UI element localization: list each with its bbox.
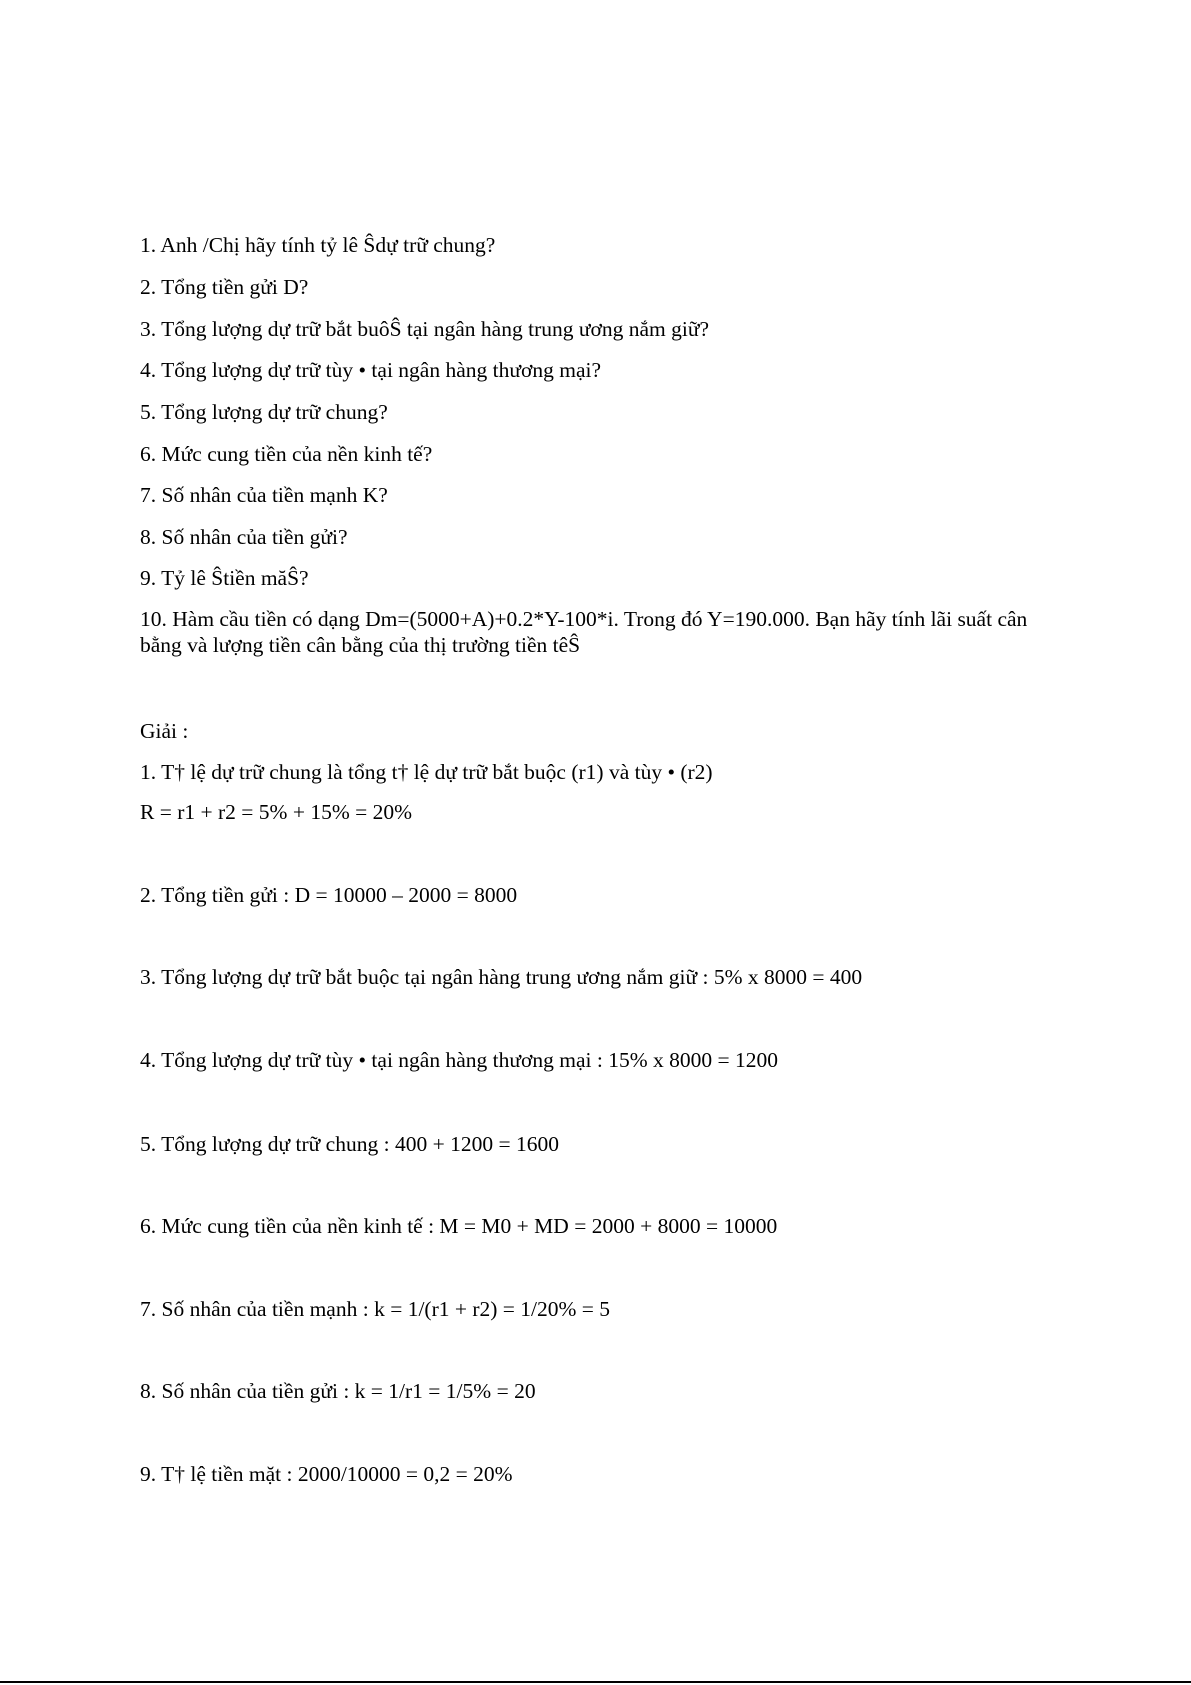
answer-1: 1. T† lệ dự trữ chung là tổng t† lệ dự trữ bắt buộc (r1) và tùy • (r2): [140, 760, 713, 784]
question-6: 6. Mức cung tiền của nền kinh tế?: [140, 442, 433, 466]
answer-1-formula: R = r1 + r2 = 5% + 15% = 20%: [140, 800, 413, 824]
question-3: 3. Tổng lượng dự trữ bắt buôŜ tại ngân hàng trung ương nắm giữ?: [140, 317, 710, 341]
answer-2: 2. Tổng tiền gửi : D = 10000 – 2000 = 8000: [140, 883, 518, 907]
answer-8: 8. Số nhân của tiền gửi : k = 1/r1 = 1/5% = 20: [140, 1379, 536, 1403]
question-2: 2. Tổng tiền gửi D?: [140, 275, 309, 299]
answer-6: 6. Mức cung tiền của nền kinh tế : M = M0 + MD = 2000 + 8000 = 10000: [140, 1214, 778, 1238]
question-8: 8. Số nhân của tiền gửi?: [140, 525, 348, 549]
answer-3: 3. Tổng lượng dự trữ bắt buộc tại ngân hàng trung ương nắm giữ : 5% x 8000 = 400: [140, 965, 863, 989]
question-10: 10. Hàm cầu tiền có dạng Dm=(5000+A)+0.2*Y-100*i. Trong đó Y=190.000. Bạn hãy tính lãi suất cân bằng và lượng tiền cân bằng của thị trường tiền têŜ: [140, 607, 1028, 657]
answer-9: 9. T† lệ tiền mặt : 2000/10000 = 0,2 = 20%: [140, 1462, 513, 1486]
question-4: 4. Tổng lượng dự trữ tùy • tại ngân hàng thương mại?: [140, 358, 602, 382]
question-9: 9. Tỷ lê Ŝtiền măŜ?: [140, 566, 309, 590]
answer-4: 4. Tổng lượng dự trữ tùy • tại ngân hàng thương mại : 15% x 8000 = 1200: [140, 1048, 778, 1072]
question-7: 7. Số nhân của tiền mạnh K?: [140, 483, 388, 507]
question-5: 5. Tổng lượng dự trữ chung?: [140, 400, 388, 424]
solution-heading: Giải :: [140, 719, 189, 743]
answer-5: 5. Tổng lượng dự trữ chung : 400 + 1200 = 1600: [140, 1132, 559, 1156]
question-1: 1. Anh /Chị hãy tính tỷ lê Ŝdự trữ chung?: [140, 233, 496, 257]
bottom-rule: [0, 1681, 1191, 1683]
answer-7: 7. Số nhân của tiền mạnh : k = 1/(r1 + r2) = 1/20% = 5: [140, 1297, 611, 1321]
